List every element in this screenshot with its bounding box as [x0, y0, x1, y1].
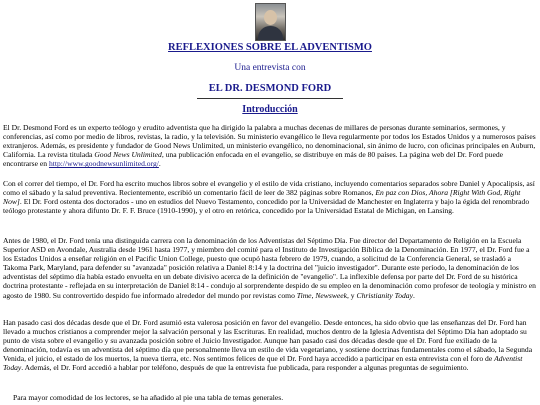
p3-mag-ct: Christianity Today: [356, 290, 413, 300]
p3-mag-newsweek: Newsweek: [315, 290, 347, 300]
paragraph-3: [3, 236, 536, 300]
p2-text-b: . El Dr. Ford ostenta dos doctorados - uno en estudios del Nuevo Testamento, concedido por la Universidad de Manchester en Inglaterra y bajo la égida del renombrado teólogo protestante y ahora difunto Dr. F. F. Bruce (1910-1990), y el otro en retórica, concedido por la Universidad Estatal de Michigan, en Lansing.: [3, 197, 530, 216]
p1-text-a: El Dr. Desmond Ford es un experto teólogo y erudito adventista que ha dirigido la palabra a muchas decenas de millares de personas durante seminarios, sermones, y conferencias, así como por medio de libros, revistas, la radio, y la televisión. Su ministerio evangélico le lleva regularmente por todos los Estados Unidos y a numerosos países extranjeros. Además, es presidente y fundador de Good News Unlimited, un ministerio evangélico, no denominacional, sin ánimo de lucro, con oficinas principales en Auburn, California. La revista titulada: [3, 123, 536, 160]
p4-forum: Adventist Today: [3, 354, 523, 373]
paragraph-4: [3, 318, 536, 373]
p4-text-a: Han pasado casi dos décadas desde que el Dr. Ford asumió esta valerosa posición en favor del evangelio. Desde entonces, ha sido obvio que las enseñanzas del Dr. Ford han llevado a muchos cristianos a comprender mejor la salvación personal y las Escrituras. En realidad, muchos dentro de la Iglesia Adventista del Séptimo Día han adoptado su punto de vista sobre el evangelio y su avanzada posición sobre el Juicio Investigador. Aunque han pasado casi dos décadas desde que el Dr. Ford fue exiliado de la denominación, todavía es un adventista del séptimo día que personalmente lleva un estilo de vida vegetariano, y sostiene doctrinas fundamentales como el sábado, la Segunda Venida, el juicio, el estado de los muertos, la nueva tierra, etc. Nos sentimos felices de que el Dr. Ford haya accedido a participar en esta entrevista con el foro de: [3, 318, 533, 364]
p2-book: En paz con Dios, Ahora [Right With God, Right Now]: [3, 188, 521, 207]
intro-heading-link[interactable]: Introducción: [242, 104, 298, 115]
p3-text-b: .: [412, 290, 415, 300]
p3-mag-time: Time: [296, 290, 312, 300]
page-subtitle: Una entrevista con: [234, 63, 306, 73]
p2-text-a: Con el correr del tiempo, el Dr. Ford ha escrito muchos libros sobre el evangelio y el estilo de vida cristiano, incluyendo comentarios separados sobre Daniel y Apocalipsis, así como el sábado y la salud preventiva. Recientemente, escribió un comentario fácil de leer de 382 páginas sobre Romanos,: [3, 179, 535, 198]
paragraph-5: Para mayor comodidad de los lectores, se ha añadido al pie una tabla de temas generales.: [13, 393, 284, 402]
p1-text-c: .: [158, 159, 161, 169]
p3-sep-2: , y: [347, 290, 357, 300]
paragraph-2: [3, 179, 536, 215]
divider: [197, 98, 343, 99]
p3-text-a: Antes de 1980, el Dr. Ford tenía una distinguida carrera con la denominación de los Adventistas del Séptimo Día. Fue director del Departamento de Religión en la Escuela Superior ASD en Avondale, Australia desde 1961 hasta 1977, y miembro del comité para el Instituto de Investigación Bíblica de la Denominación. En 1977, el Dr. Ford fue a los Estados Unidos a enseñar religión en el Pacific Union College, puesto que ocupó hasta febrero de 1979, cuando, a solicitud de la Conferencia General, se trasladó a Takoma Park, Maryland, para defender su "avanzada" posición relativa a Daniel 8:14 y la doctrina del "juicio investigador". Durante este período, la denominación de los adventistas del séptimo día había estado envuelta en un debate divisivo acerca de la definición de "evangelio". La inflexible defensa por parte del Dr. Ford de su histórica doctrina protestante - reflejada en su interpretación de Daniel 8:14 - condujo al sorprendente despido de su empleo en la denominación como profesor de teología y ministro en agosto de 1980. Su controvertido despido fue informado alrededor del mundo por revistas como: [3, 236, 536, 300]
photo-face: [264, 10, 277, 25]
p1-magazine: Good News Unlimited: [94, 150, 162, 160]
page-title: REFLEXIONES SOBRE EL ADVENTISMO: [168, 42, 372, 53]
photo-shoulders: [258, 26, 283, 40]
p3-sep-1: ,: [311, 290, 316, 300]
paragraph-1: [3, 123, 536, 168]
p1-text-b: , una publicación enfocada en el evangelio, se distribuye en más de 80 países. La página web del Dr. Ford puede encontrarse en: [3, 150, 503, 169]
author-name: EL DR. DESMOND FORD: [208, 83, 332, 94]
p4-text-b: . Además, el Dr. Ford accedió a hablar por teléfono, después de que la entrevista fue publicada, para responder a algunas preguntas de seguimiento.: [21, 363, 469, 373]
author-photo: [255, 3, 286, 41]
website-link[interactable]: http://www.goodnewsunlimited.org/: [48, 159, 159, 169]
